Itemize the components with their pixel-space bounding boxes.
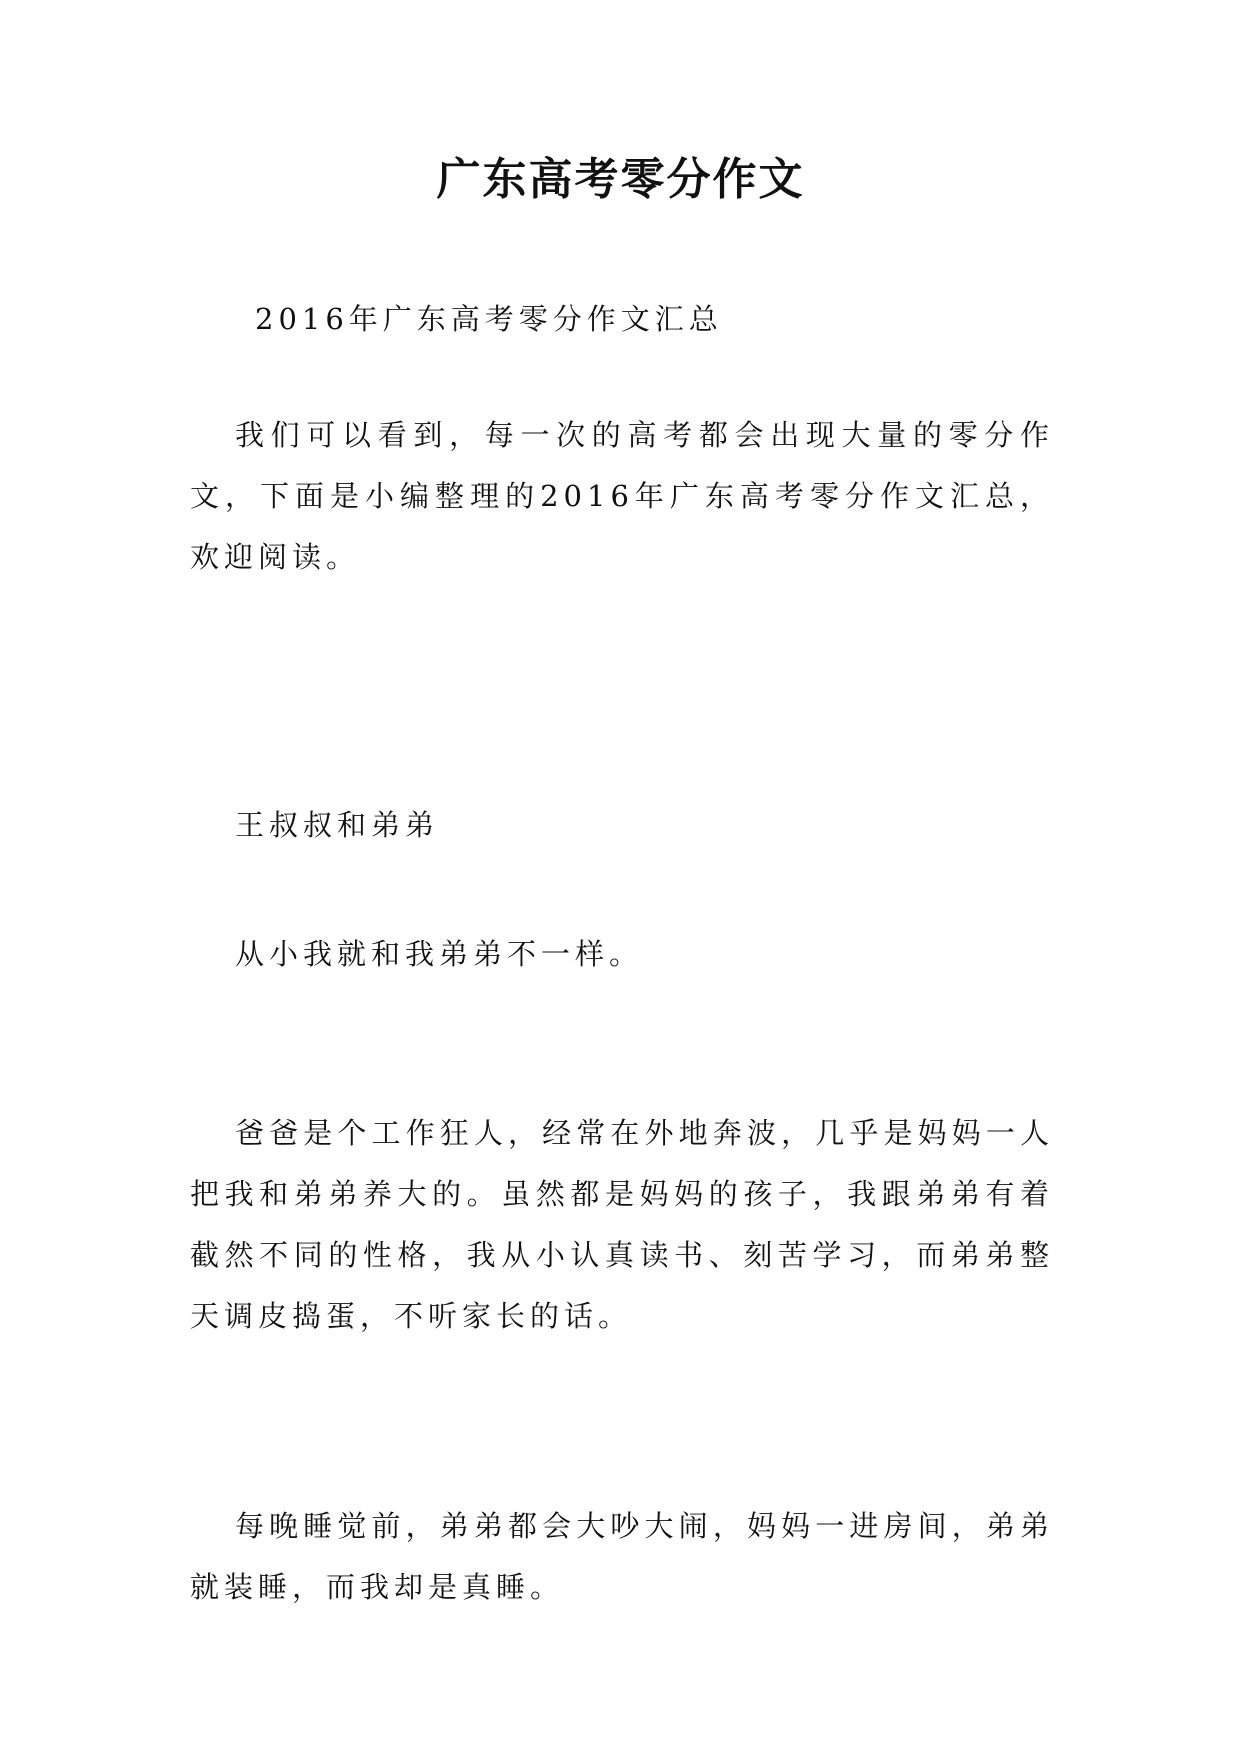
subtitle-paragraph: 2016年广东高考零分作文汇总 xyxy=(255,302,723,336)
body-paragraph: 从小我就和我弟弟不一样。 xyxy=(235,937,644,971)
intro-paragraph: 我们可以看到，每一次的高考都会出现大量的零分作文，下面是小编整理的2016年广东高考零分作文汇总，欢迎阅读。 xyxy=(190,418,1054,574)
document-title: 广东高考零分作文 xyxy=(436,154,805,205)
essay-heading: 王叔叔和弟弟 xyxy=(235,808,440,842)
body-paragraph: 每晚睡觉前，弟弟都会大吵大闹，妈妈一进房间，弟弟就装睡，而我却是真睡。 xyxy=(190,1509,1054,1604)
body-paragraph: 爸爸是个工作狂人，经常在外地奔波，几乎是妈妈一人把我和弟弟养大的。虽然都是妈妈的孩子，我跟弟弟有着截然不同的性格，我从小认真读书、刻苦学习，而弟弟整天调皮捣蛋，不听家长的话。 xyxy=(190,1116,1054,1333)
